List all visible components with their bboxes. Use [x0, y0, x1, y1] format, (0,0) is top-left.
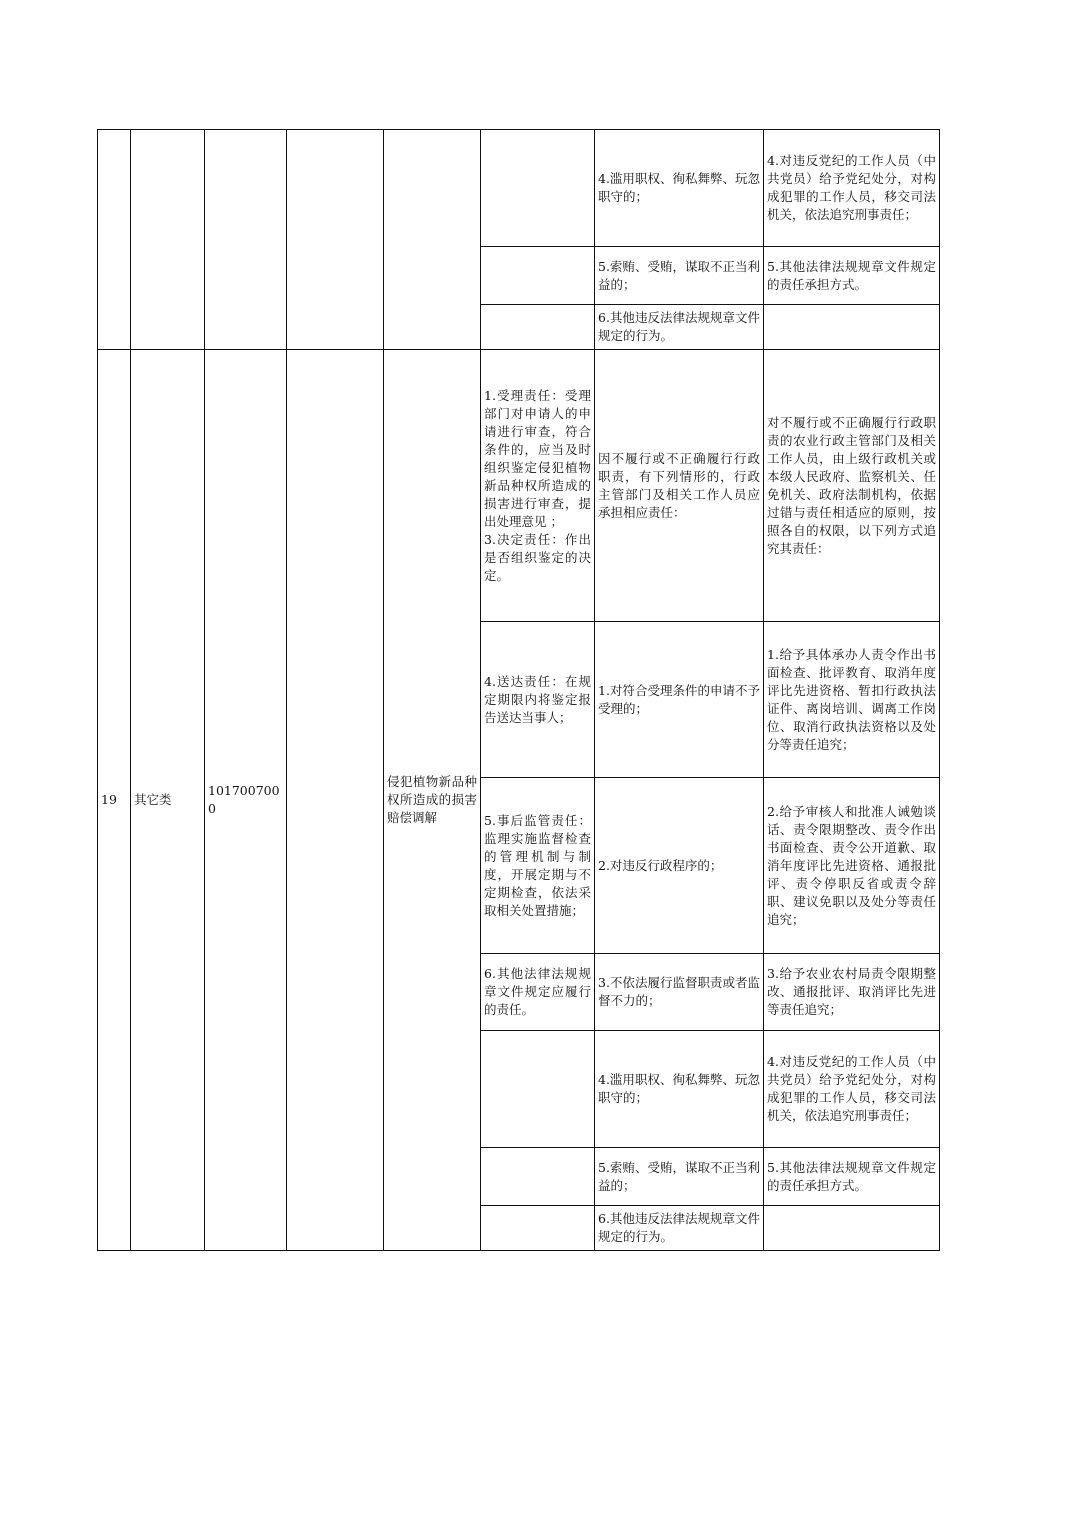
situation-cell: 6.其他违反法律法规规章文件规定的行为。 [595, 1206, 764, 1251]
accountability-cell [764, 1206, 940, 1251]
table-row [98, 350, 940, 622]
accountability-cell [764, 305, 940, 350]
step-text: 1.受理责任：受理部门对申请人的申请进行审查，符合条件的，应当及时组织鉴定侵犯植物新品种权所造成的损害进行审查，提出处理意见 ； 3.决定责任：作出是否组织鉴定的决定。 [484, 387, 591, 583]
step-cell: 5.事后监管责任：监理实施监督检查的管理机制与制度，开展定期与不定期检查，依法采取相关处置措施； [481, 778, 595, 954]
subitem-cell [287, 130, 384, 350]
step-cell [481, 1206, 595, 1251]
accountability-cell: 5.其他法律法规规章文件规定的责任承担方式。 [764, 247, 940, 305]
step-cell: 6.其他法律法规规章文件规定应履行的责任。 [481, 954, 595, 1031]
item-subitem [287, 350, 384, 1251]
accountability-cell: 1.给予具体承办人责令作出书面检查、批评教育、取消年度评比先进资格、暂扣行政执法证件、离岗培训、调离工作岗位、取消行政执法资格以及处分等责任追究； [764, 622, 940, 778]
step-cell: 4.送达责任：在规定期限内将鉴定报告送达当事人； [481, 622, 595, 778]
step-cell [481, 1031, 595, 1148]
situation-cell: 2.对违反行政程序的； [595, 778, 764, 954]
code-cell [205, 130, 287, 350]
item-code: 1017007000 [205, 350, 287, 1251]
step-cell [481, 305, 595, 350]
situation-cell: 4.滥用职权、徇私舞弊、玩忽职守的； [595, 1031, 764, 1148]
situation-cell: 5.索贿、受贿，谋取不正当利益的； [595, 1148, 764, 1206]
step-cell [481, 350, 595, 622]
item-name: 侵犯植物新品种权所造成的损害赔偿调解 [384, 350, 481, 1251]
accountability-cell: 3.给予农业农村局责令限期整改、通报批评、取消评比先进等责任追究； [764, 954, 940, 1031]
step-cell [481, 130, 595, 247]
situation-cell: 5.索贿、受贿，谋取不正当利益的； [595, 247, 764, 305]
situation-cell: 4.滥用职权、徇私舞弊、玩忽职守的； [595, 130, 764, 247]
step-cell [481, 247, 595, 305]
accountability-cell: 对不履行或不正确履行行政职责的农业行政主管部门及相关工作人员，由上级行政机关或本级人民政府、监察机关、任免机关、政府法制机构，依据过错与责任相适应的原则，按照各自的权限，以下列方式追究其责任： [764, 350, 940, 622]
item-category: 其它类 [131, 350, 205, 1251]
item-name-cell [384, 130, 481, 350]
category-cell [131, 130, 205, 350]
accountability-cell: 4.对违反党纪的工作人员（中共党员）给予党纪处分，对构成犯罪的工作人员，移交司法机关，依法追究刑事责任； [764, 130, 940, 247]
responsibility-table [97, 129, 940, 1251]
table-row [98, 130, 940, 247]
situation-cell: 因不履行或不正确履行行政职责，有下列情形的，行政主管部门及相关工作人员应承担相应责任： [595, 350, 764, 622]
step-cell [481, 1148, 595, 1206]
situation-cell: 1.对符合受理条件的申请不予受理的； [595, 622, 764, 778]
accountability-cell: 2.给予审核人和批准人诫勉谈话、责令限期整改、责令作出书面检查、责令公开道歉、取消年度评比先进资格、通报批评、责令停职反省或责令辞职、建议免职以及处分等责任追究； [764, 778, 940, 954]
situation-cell: 3.不依法履行监督职责或者监督不力的； [595, 954, 764, 1031]
accountability-cell: 4.对违反党纪的工作人员（中共党员）给予党纪处分，对构成犯罪的工作人员，移交司法机关，依法追究刑事责任； [764, 1031, 940, 1148]
accountability-cell: 5.其他法律法规规章文件规定的责任承担方式。 [764, 1148, 940, 1206]
number-cell [98, 130, 131, 350]
item-number: 19 [98, 350, 131, 1251]
situation-cell: 6.其他违反法律法规规章文件规定的行为。 [595, 305, 764, 350]
